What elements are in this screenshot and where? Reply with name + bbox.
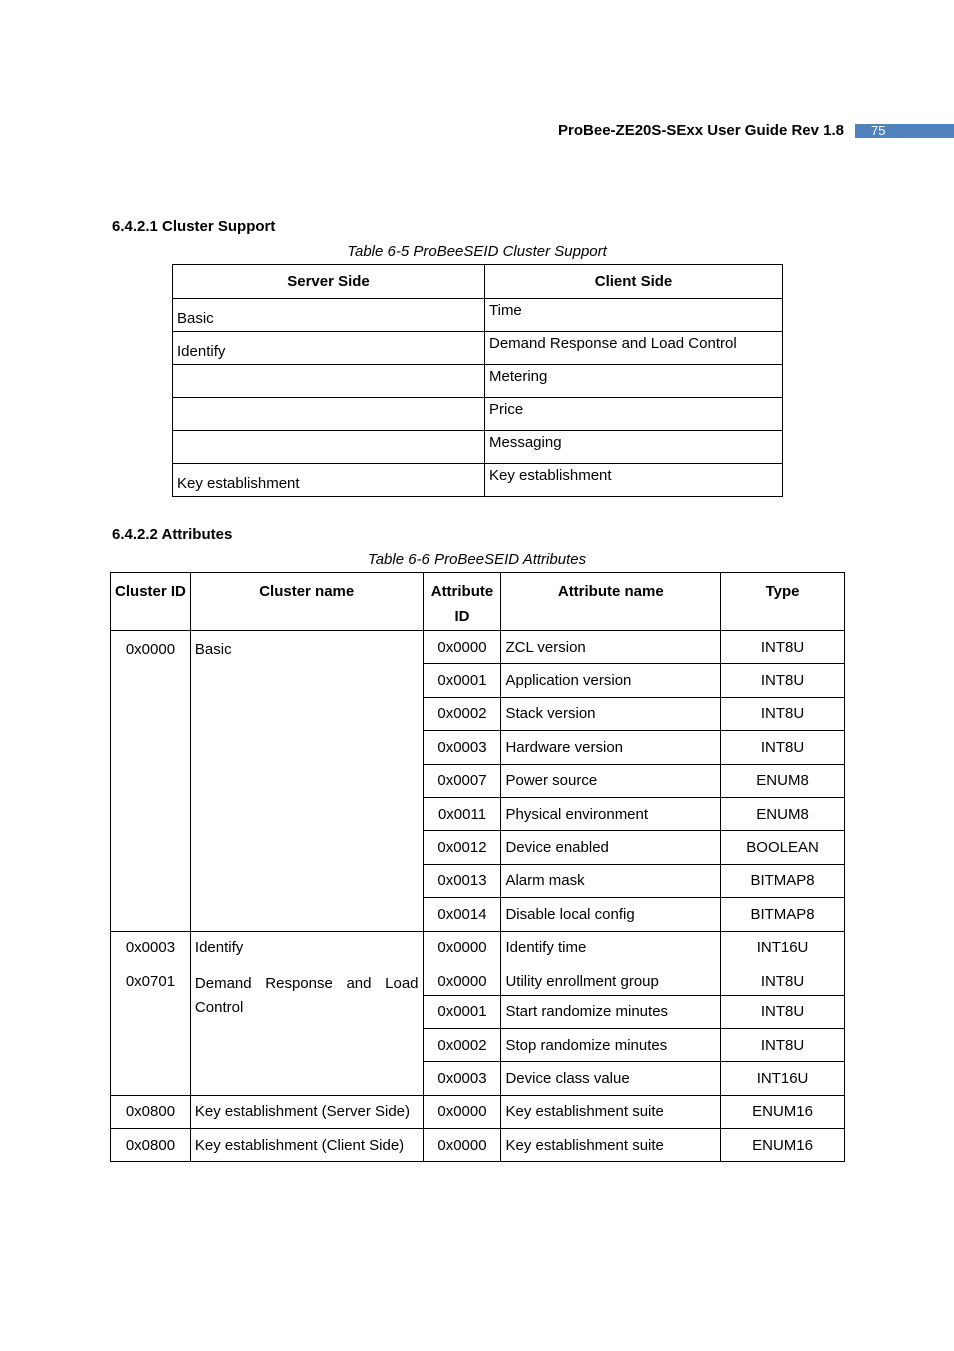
type-cell: ENUM16	[721, 1095, 845, 1128]
column-header-cluster-id: Cluster ID	[111, 573, 191, 631]
client-cell: Key establishment	[485, 464, 783, 497]
attribute-id-cell	[423, 931, 501, 995]
type-cell: ENUM8	[721, 764, 845, 797]
cluster-id-identify: 0x0003	[125, 938, 176, 956]
table-header-row	[173, 265, 783, 299]
type-cell: BITMAP8	[721, 898, 845, 931]
attribute-name-cell: Alarm mask	[501, 864, 721, 897]
type-cell: BITMAP8	[721, 864, 845, 897]
type-cell: INT8U	[721, 731, 845, 764]
attribute-name-cell: Disable local config	[501, 898, 721, 931]
type-cell: BOOLEAN	[721, 831, 845, 864]
attribute-name-cell: ZCL version	[501, 631, 721, 664]
cluster-name-identify: Identify	[194, 938, 244, 956]
attribute-id: 0x0000	[437, 972, 487, 990]
column-header-attribute-name: Attribute name	[501, 573, 721, 631]
attribute-name-cell: Physical environment	[501, 797, 721, 830]
client-cell: Demand Response and Load Control	[485, 332, 783, 365]
server-cell	[173, 431, 485, 464]
server-cell: Basic	[173, 299, 485, 332]
table-row	[173, 365, 783, 398]
table-row	[111, 931, 845, 995]
type-cell: INT8U	[721, 631, 845, 664]
attribute-id-cell: 0x0007	[423, 764, 501, 797]
table-row	[173, 398, 783, 431]
table-row	[173, 431, 783, 464]
cluster-name-cell: Basic	[190, 631, 423, 932]
attribute-id-cell: 0x0003	[423, 1062, 501, 1095]
cluster-name-cell	[190, 931, 423, 1095]
attribute-id-cell: 0x0000	[423, 631, 501, 664]
document-header-title: ProBee-ZE20S-SExx User Guide Rev 1.8	[558, 122, 844, 139]
type-cell: ENUM8	[721, 797, 845, 830]
server-cell	[173, 365, 485, 398]
attribute-id-cell: 0x0012	[423, 831, 501, 864]
cluster-name-cell: Key establishment (Server Side)	[190, 1095, 423, 1128]
table-row	[111, 1095, 845, 1128]
cluster-id-drlc: 0x0701	[125, 972, 176, 990]
client-cell: Metering	[485, 365, 783, 398]
attribute-name-cell: Device enabled	[501, 831, 721, 864]
attributes-table	[110, 572, 845, 1162]
server-cell: Key establishment	[173, 464, 485, 497]
column-header-client-side: Client Side	[485, 265, 783, 299]
cluster-id-cell: 0x0800	[111, 1095, 191, 1128]
server-cell: Identify	[173, 332, 485, 365]
table-row	[173, 299, 783, 332]
type: INT16U	[756, 938, 809, 956]
section-heading-cluster-support: 6.4.2.1 Cluster Support	[112, 218, 276, 235]
table-row	[173, 464, 783, 497]
type-cell: INT8U	[721, 995, 845, 1028]
table-row	[111, 631, 845, 664]
attribute-name-cell: Application version	[501, 664, 721, 697]
attribute-name-cell: Key establishment suite	[501, 1129, 721, 1162]
attribute-id-cell: 0x0001	[423, 664, 501, 697]
server-cell	[173, 398, 485, 431]
attribute-name-cell: Hardware version	[501, 731, 721, 764]
cluster-name-drlc: Demand Response and Load Control	[194, 974, 419, 1016]
attribute-id-cell: 0x0001	[423, 995, 501, 1028]
client-cell: Time	[485, 299, 783, 332]
attribute-id-cell: 0x0014	[423, 898, 501, 931]
type-cell: INT8U	[721, 697, 845, 730]
table-row	[173, 332, 783, 365]
attribute-name-cell: Power source	[501, 764, 721, 797]
attribute-id-cell: 0x0002	[423, 697, 501, 730]
cluster-id-cell: 0x0000	[111, 631, 191, 932]
section-heading-attributes: 6.4.2.2 Attributes	[112, 526, 233, 543]
attribute-name-cell: Stop randomize minutes	[501, 1028, 721, 1061]
cluster-id-cell: 0x0800	[111, 1129, 191, 1162]
client-cell: Price	[485, 398, 783, 431]
table-header-row	[111, 573, 845, 631]
attribute-name: Identify time	[505, 938, 587, 956]
attribute-id-cell: 0x0011	[423, 797, 501, 830]
attribute-id-cell: 0x0013	[423, 864, 501, 897]
client-cell: Messaging	[485, 431, 783, 464]
column-header-attribute-id: Attribute ID	[423, 573, 501, 631]
type: INT8U	[760, 972, 805, 990]
type-cell	[721, 931, 845, 995]
attribute-name-cell: Stack version	[501, 697, 721, 730]
column-header-cluster-name: Cluster name	[190, 573, 423, 631]
type-cell: INT8U	[721, 664, 845, 697]
cluster-name-cell: Key establishment (Client Side)	[190, 1129, 423, 1162]
attribute-name-cell: Start randomize minutes	[501, 995, 721, 1028]
column-header-type: Type	[721, 573, 845, 631]
attribute-id-cell: 0x0000	[423, 1095, 501, 1128]
attribute-name-cell: Key establishment suite	[501, 1095, 721, 1128]
attribute-id: 0x0000	[437, 938, 487, 956]
type-cell: INT8U	[721, 1028, 845, 1061]
cluster-support-table	[172, 264, 783, 497]
attribute-name-cell	[501, 931, 721, 995]
cluster-id-cell	[111, 931, 191, 1095]
type-cell: ENUM16	[721, 1129, 845, 1162]
attribute-name-cell: Device class value	[501, 1062, 721, 1095]
page-number: 75	[855, 124, 954, 138]
table-caption-attributes: Table 6-6 ProBeeSEID Attributes	[367, 551, 587, 568]
attribute-id-cell: 0x0002	[423, 1028, 501, 1061]
attribute-name: Utility enrollment group	[505, 972, 659, 990]
table-row	[111, 1129, 845, 1162]
attribute-id-cell: 0x0003	[423, 731, 501, 764]
type-cell: INT16U	[721, 1062, 845, 1095]
column-header-server-side: Server Side	[173, 265, 485, 299]
attribute-id-cell: 0x0000	[423, 1129, 501, 1162]
table-caption-cluster-support: Table 6-5 ProBeeSEID Cluster Support	[347, 243, 607, 260]
